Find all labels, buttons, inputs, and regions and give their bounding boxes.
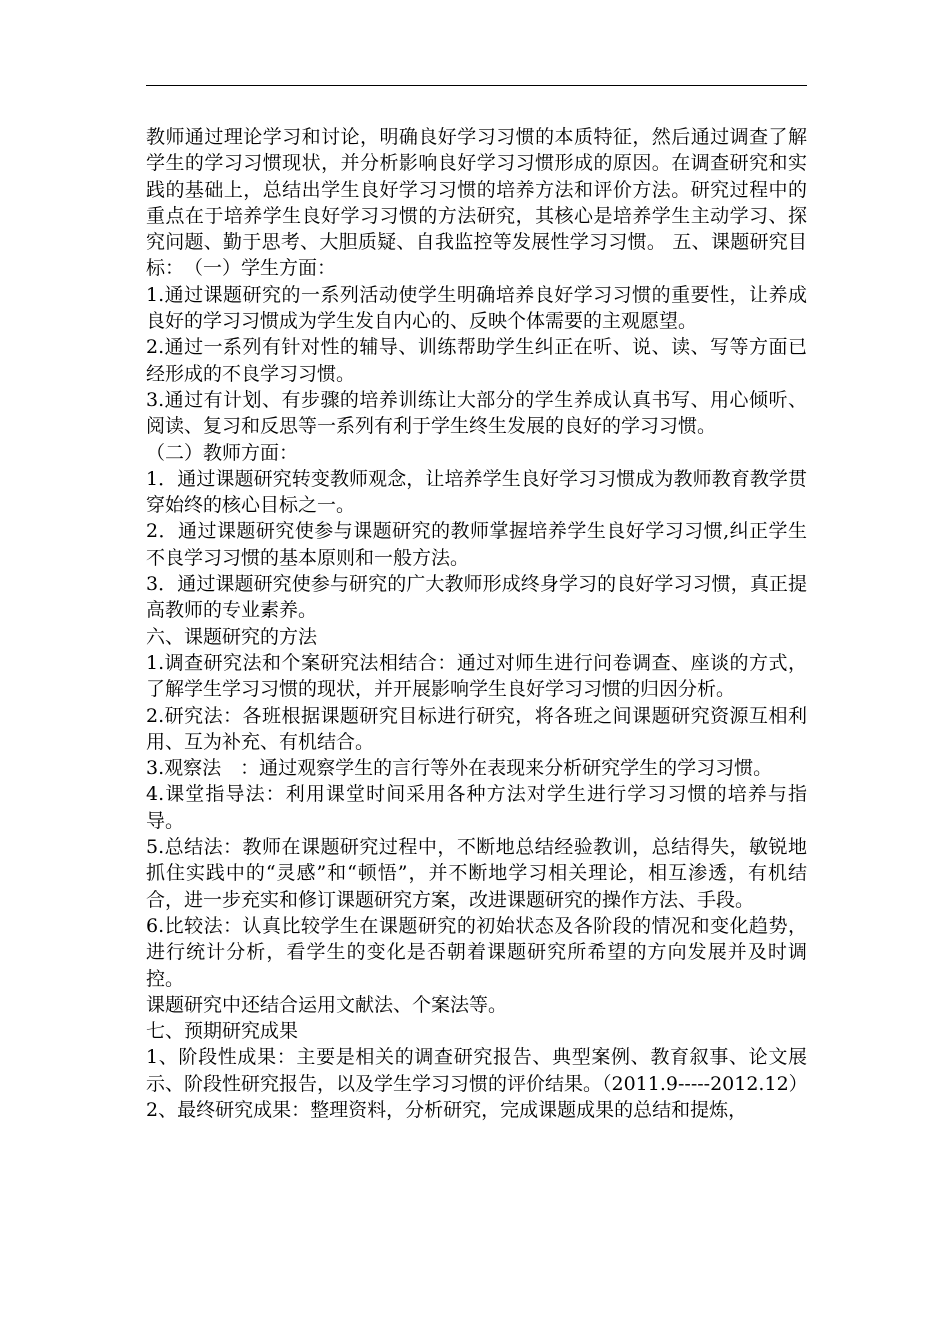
paragraph-method-5: 5.总结法：教师在课题研究过程中，不断地总结经验教训，总结得失，敏锐地抓住实践中的“灵感”和“顿悟”，并不断地学习相关理论，相互渗透，有机结合，进一步充实和修订课题研究方案，改进课题研究的操作方法、手段。 xyxy=(146,836,807,911)
paragraph-student-goal-3: 3.通过有计划、有步骤的培养训练让大部分的学生养成认真书写、用心倾听、阅读、复习和反思等一系列有利于学生终生发展的良好的学习习惯。 xyxy=(146,388,807,438)
paragraph-student-goal-2: 2.通过一系列有针对性的辅导、训练帮助学生纠正在听、说、读、写等方面已经形成的不良学习习惯。 xyxy=(146,336,807,385)
paragraph-method-3: 3.观察法 ：通过观察学生的言行等外在表现来分析研究学生的学习习惯。 xyxy=(146,757,773,780)
paragraph-teacher-goal-1: 1．通过课题研究转变教师观念，让培养学生良好学习习惯成为教师教育教学贯穿始终的核心目标之一。 xyxy=(146,467,807,517)
paragraph-result-2: 2、最终研究成果：整理资料，分析研究，完成课题成果的总结和提炼， xyxy=(146,1098,748,1121)
paragraph-method-6: 6.比较法：认真比较学生在课题研究的初始状态及各阶段的情况和变化趋势，进行统计分析，看学生的变化是否朝着课题研究所希望的方向发展并及时调控。 xyxy=(146,914,807,990)
paragraph-method-1: 1.调查研究法和个案研究法相结合：通过对师生进行问卷调查、座谈的方式，了解学生学习习惯的现状，并开展影响学生良好学习习惯的归因分析。 xyxy=(146,651,807,701)
paragraph-teacher-goal-3: 3．通过课题研究使参与研究的广大教师形成终身学习的良好学习习惯，真正提高教师的专业素养。 xyxy=(146,573,807,622)
body-text xyxy=(146,124,807,1123)
header-rule xyxy=(146,85,807,86)
paragraph-result-1: 1、阶段性成果：主要是相关的调查研究报告、典型案例、教育叙事、论文展示、阶段性研究报告，以及学生学习习惯的评价结果。（2011.9-----2012.12） xyxy=(146,1046,808,1095)
paragraph-teacher-goal-2: 2．通过课题研究使参与课题研究的教师掌握培养学生良好学习习惯,纠正学生不良学习习惯的基本原则和一般方法。 xyxy=(146,520,807,569)
heading-expected-results: 七、预期研究成果 xyxy=(146,1020,299,1043)
paragraph-method-2: 2.研究法：各班根据课题研究目标进行研究，将各班之间课题研究资源互相利用、互为补充、有机结合。 xyxy=(146,704,807,753)
heading-teacher-aspect: （二）教师方面： xyxy=(146,441,299,464)
paragraph-student-goal-1: 1.通过课题研究的一系列活动使学生明确培养良好学习习惯的重要性，让养成良好的学习习惯成为学生发自内心的、反映个体需要的主观愿望。 xyxy=(146,283,807,333)
paragraph-method-other: 课题研究中还结合运用文献法、个案法等。 xyxy=(146,993,508,1016)
paragraph-method-4: 4.课堂指导法：利用课堂时间采用各种方法对学生进行学习习惯的培养与指导。 xyxy=(146,783,807,832)
heading-research-methods: 六、课题研究的方法 xyxy=(146,625,318,648)
paragraph-intro: 教师通过理论学习和讨论，明确良好学习习惯的本质特征，然后通过调查了解学生的学习习惯现状，并分析影响良好学习习惯形成的原因。在调查研究和实践的基础上，总结出学生良好学习习惯的培养方法和评价方法。研究过程中的重点在于培养学生良好学习习惯的方法研究，其核心是培养学生主动学习、探究问题、勤于思考、大胆质疑、自我监控等发展性学习习惯。 五、课题研究目标： （一）学生方面： xyxy=(146,126,807,280)
